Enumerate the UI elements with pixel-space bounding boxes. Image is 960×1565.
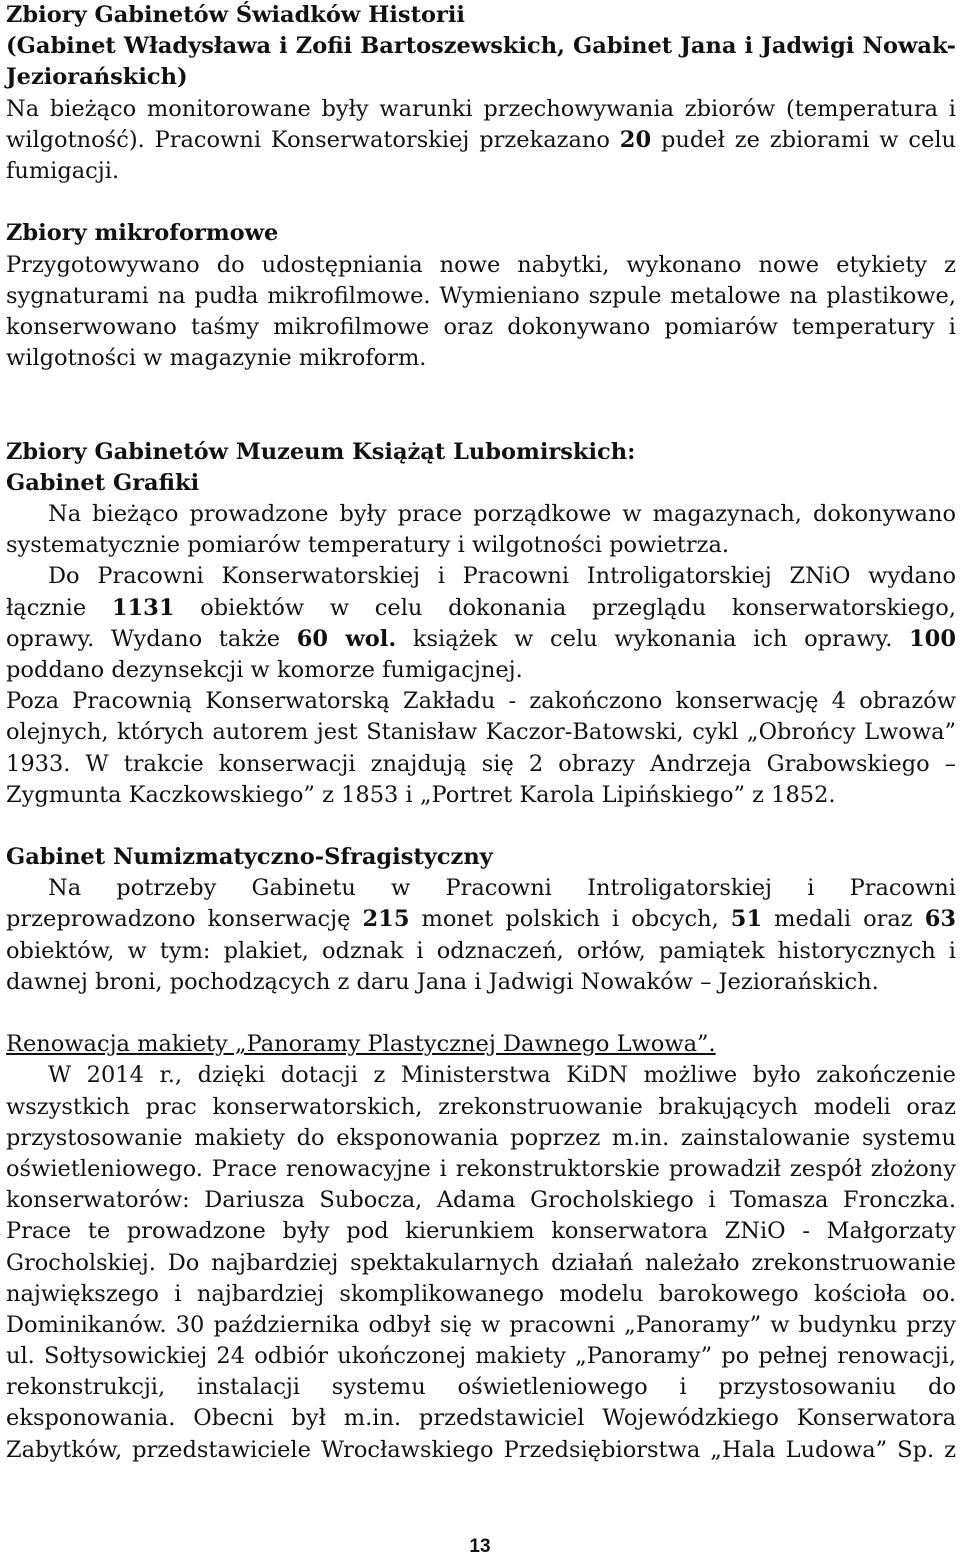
spacer bbox=[6, 998, 956, 1029]
paragraph-line: Grocholskiej. Do najbardziej spektakularnych działań należało zrekonstruowanie bbox=[6, 1249, 956, 1276]
spacer bbox=[6, 405, 956, 436]
text-run: przeprowadzono konserwację bbox=[6, 906, 363, 933]
paragraph-line: Na bieżąco prowadzone były prace porządkowe w magazynach, dokonywano bbox=[48, 501, 956, 527]
number-value: 63 bbox=[924, 906, 956, 933]
paragraph-line: największego i najbardziej skomplikowanego modelu barokowego kościoła oo. bbox=[6, 1280, 956, 1307]
section-heading: Jeziorańskich) bbox=[6, 64, 188, 91]
paragraph-line: konserwatorów: Dariusza Subocza, Adama Grocholskiego i Tomasza Fronczka. bbox=[6, 1187, 956, 1214]
text-run: łącznie bbox=[6, 594, 112, 621]
paragraph-line: fumigacji. bbox=[6, 157, 120, 184]
section-subheading: Gabinet Grafiki bbox=[6, 469, 200, 496]
paragraph-line: Dominikanów. 30 października odbył się w pracowni „Panoramy” w budynku przy bbox=[6, 1311, 956, 1338]
paragraph-line: olejnych, których autorem jest Stanisław Kaczor-Batowski, cykl „Obrońcy Lwowa” bbox=[6, 719, 956, 746]
number-value: 60 wol. bbox=[296, 625, 397, 652]
section-heading: Zbiory mikroformowe bbox=[6, 220, 279, 247]
section-heading: (Gabinet Władysława i Zofii Bartoszewskich, Gabinet Jana i Jadwigi Nowak- bbox=[6, 33, 956, 60]
spacer bbox=[6, 811, 956, 842]
paragraph-line: 1933. W trakcie konserwacji znajdują się 2 obrazy Andrzeja Grabowskiego – bbox=[6, 750, 956, 777]
paragraph-line: konserwowano taśmy mikrofilmowe oraz dokonywano pomiarów temperatury i bbox=[6, 313, 956, 340]
paragraph-line: sygnaturami na pudła mikrofilmowe. Wymieniano szpule metalowe na plastikowe, bbox=[6, 282, 956, 309]
section-heading: Zbiory Gabinetów Muzeum Książąt Lubomirskich: bbox=[6, 438, 636, 465]
section-heading: Zbiory Gabinetów Świadków Historii bbox=[6, 2, 465, 28]
text-run: książek w celu wykonania ich oprawy. bbox=[396, 625, 910, 652]
paragraph-line bbox=[6, 904, 956, 935]
paragraph-line: Przygotowywano do udostępniania nowe nabytki, wykonano nowe etykiety z bbox=[6, 251, 956, 278]
paragraph-line: rekonstrukcji, instalacji systemu oświetleniowego i przystosowaniu do bbox=[6, 1374, 956, 1401]
text-run: oprawy. Wydano także bbox=[6, 625, 297, 652]
page-number: 13 bbox=[469, 1536, 491, 1557]
text-run: obiektów w celu dokonania przeglądu konserwatorskiego, bbox=[200, 594, 956, 621]
paragraph-line: obiektów, w tym: plakiet, odznak i odznaczeń, orłów, pamiątek historycznych i bbox=[6, 937, 956, 964]
text-run: medali oraz bbox=[762, 906, 925, 933]
paragraph-line: oświetleniowego. Prace renowacyjne i rekonstruktorskie prowadził zespół złożony bbox=[6, 1155, 956, 1182]
paragraph-line: Zabytków, przedstawiciele Wrocławskiego Przedsiębiorstwa „Hala Ludowa” Sp. z bbox=[6, 1436, 956, 1463]
text-run: monet polskich i obcych, bbox=[409, 906, 731, 933]
paragraph-line: Na potrzeby Gabinetu w Pracowni Introligatorskiej i Pracowni bbox=[48, 875, 956, 902]
paragraph-line: wilgotności w magazynie mikroform. bbox=[6, 345, 427, 372]
paragraph-line: Prace te prowadzone były pod kierunkiem konserwatora ZNiO - Małgorzaty bbox=[6, 1218, 956, 1245]
paragraph-line: ul. Sołtysowickiej 24 odbiór ukończonej makiety „Panoramy” po pełnej renowacji, bbox=[6, 1343, 956, 1370]
paragraph-line: systematycznie pomiarów temperatury i wilgotności powietrza. bbox=[6, 532, 730, 559]
paragraph-line bbox=[6, 125, 956, 156]
paragraph-line bbox=[6, 593, 956, 624]
text-run: wilgotność). Pracowni Konserwatorskiej przekazano bbox=[6, 126, 620, 153]
number-value: 20 bbox=[619, 126, 652, 153]
paragraph-line: przystosowanie makiety do eksponowania poprzez m.in. zainstalowanie systemu bbox=[6, 1124, 956, 1151]
number-value: 1131 bbox=[111, 594, 175, 621]
paragraph-line: W 2014 r., dzięki dotacji z Ministerstwa KiDN możliwe było zakończenie bbox=[48, 1062, 956, 1089]
number-value: 215 bbox=[362, 906, 410, 933]
paragraph-line bbox=[6, 624, 956, 655]
number-value: 100 bbox=[909, 625, 956, 652]
paragraph-line: wszystkich prac konserwatorskich, zrekonstruowanie brakujących modeli oraz bbox=[6, 1093, 956, 1120]
paragraph-line: Zygmunta Kaczkowskiego” z 1853 i „Portret Karola Lipińskiego” z 1852. bbox=[6, 781, 836, 808]
section-heading: Gabinet Numizmatyczno-Sfragistyczny bbox=[6, 844, 493, 871]
paragraph-line: eksponowania. Obecni był m.in. przedstawiciel Wojewódzkiego Konserwatora bbox=[6, 1405, 956, 1432]
paragraph-line: poddano dezynsekcji w komorze fumigacjnej. bbox=[6, 656, 523, 683]
paragraph-line: Na bieżąco monitorowane były warunki przechowywania zbiorów (temperatura i bbox=[6, 95, 956, 122]
section-heading: Renowacja makiety „Panoramy Plastycznej Dawnego Lwowa”. bbox=[6, 1031, 716, 1058]
document-page bbox=[6, 0, 956, 1466]
spacer bbox=[6, 374, 956, 405]
paragraph-line: Poza Pracownią Konserwatorską Zakładu - zakończono konserwację 4 obrazów bbox=[6, 688, 956, 715]
number-value: 51 bbox=[730, 906, 763, 933]
paragraph-line: dawnej broni, pochodzących z daru Jana i Jadwigi Nowaków – Jeziorańskich. bbox=[6, 968, 879, 995]
spacer bbox=[6, 187, 956, 218]
paragraph-line: Do Pracowni Konserwatorskiej i Pracowni Introligatorskiej ZNiO wydano bbox=[48, 563, 956, 590]
text-run: pudeł ze zbiorami w celu bbox=[651, 126, 956, 153]
